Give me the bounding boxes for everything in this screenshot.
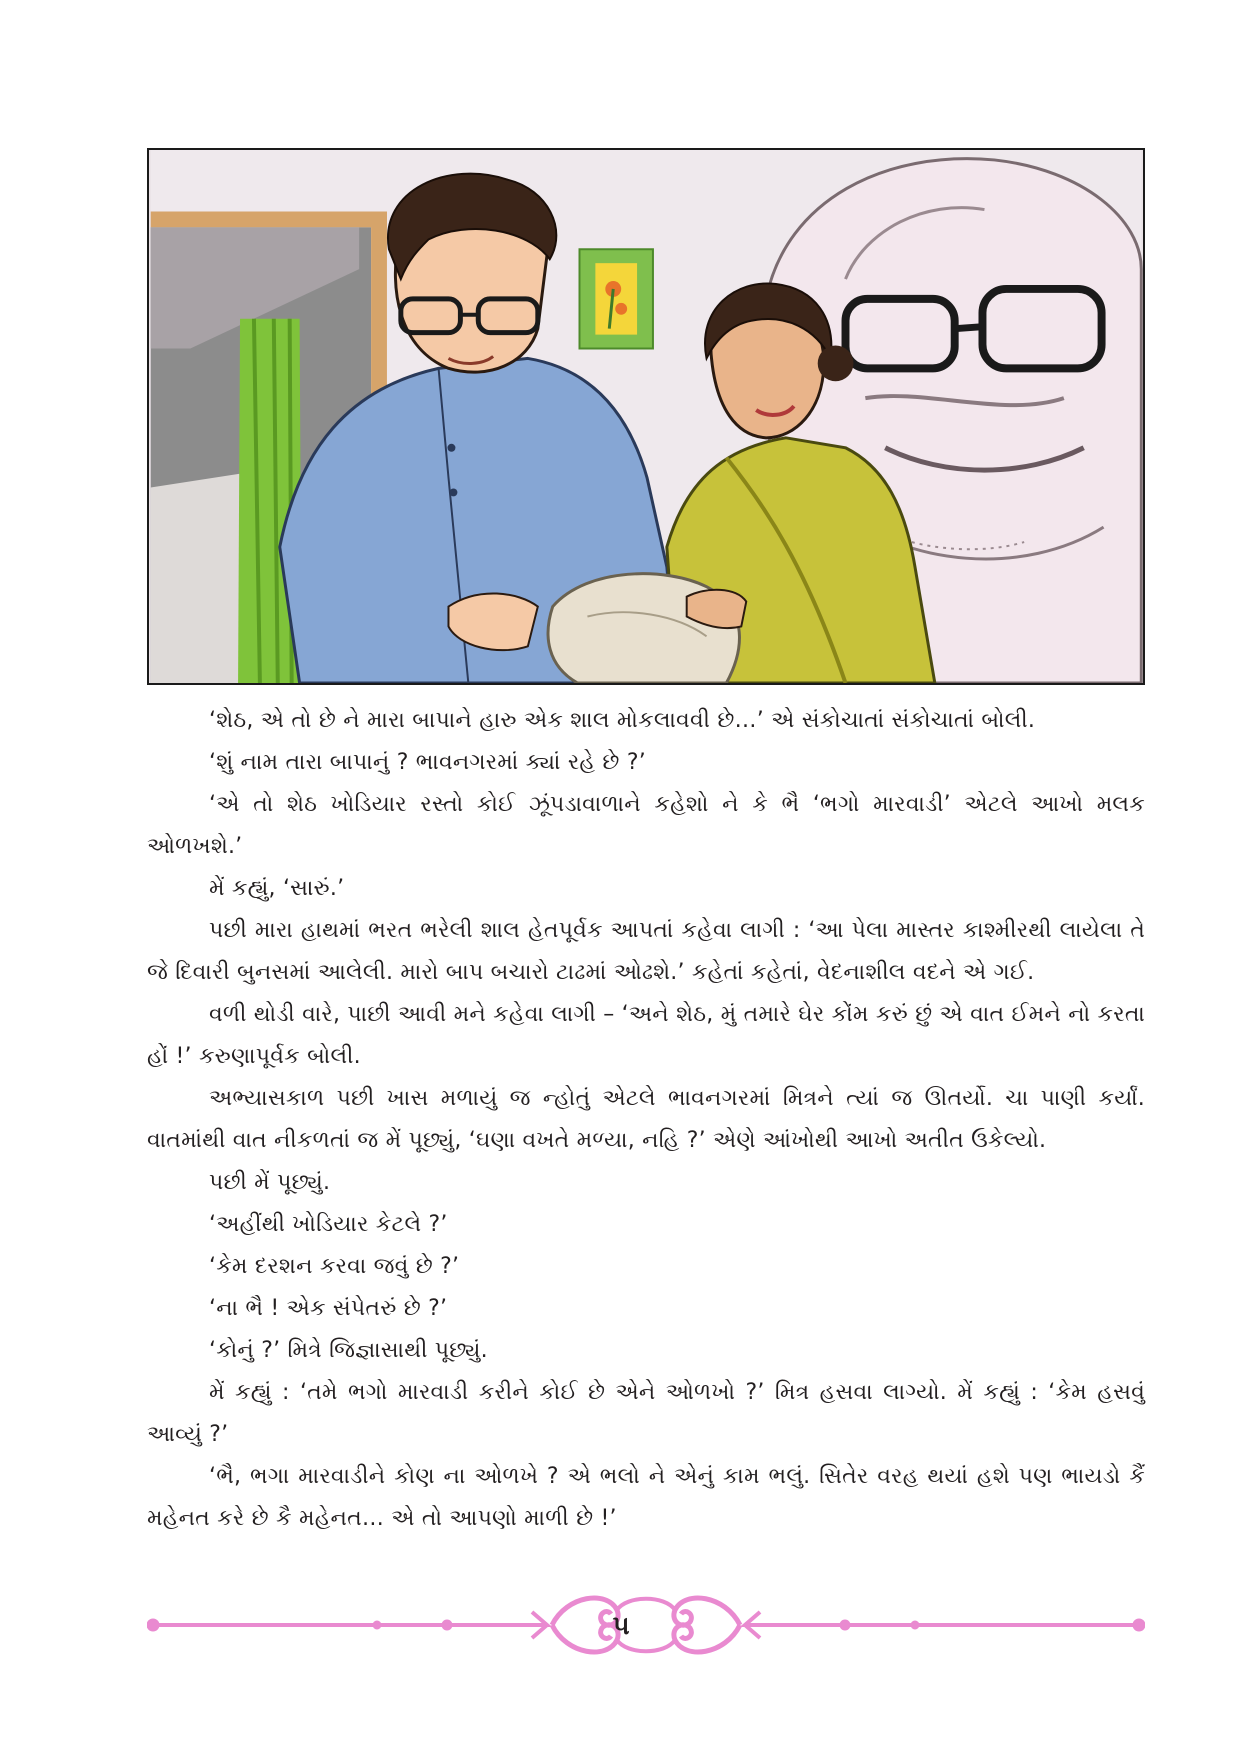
paragraph: ‘ભૈ, ભગા મારવાડીને કોણ ના ઓળખે ? એ ભલો ને એનું કામ ભલું. સિતેર વરહ થયાં હશે પણ ભાયડો કૈં મહેનત કરે છે કૈ મહેનત… એ તો આપણો માળી છે !’: [147, 1464, 1145, 1531]
paragraph: ‘કેમ દરશન કરવા જવું છે ?’: [209, 1254, 460, 1279]
paragraph: ‘શું નામ તારા બાપાનું ? ભાવનગરમાં ક્યાં રહે છે ?’: [209, 750, 646, 775]
story-text: [147, 700, 1145, 1540]
illustration-svg: [149, 150, 1143, 683]
footer-ornament: [147, 1590, 1145, 1660]
paragraph: વળી થોડી વારે, પાછી આવી મને કહેવા લાગી – ‘અને શેઠ, મું તમારે ઘેર કોંમ કરું છું એ વાત ઈમને નો કરતા હોં !’ કરુણાપૂર્વક બોલી.: [147, 1002, 1145, 1069]
paragraph: ‘ના ભૈ ! એક સંપેતરું છે ?’: [209, 1296, 448, 1321]
paragraph: અભ્યાસકાળ પછી ખાસ મળાયું જ ન્હોતું એટલે ભાવનગરમાં મિત્રને ત્યાં જ ઊતર્યો. ચા પાણી કર્યાં. વાતમાંથી વાત નીકળતાં જ મેં પૂછ્યું, ‘ઘણા વખતે મળ્યા, નહિ ?’ એણે આંખોથી આખો અતીત ઉકેલ્યો.: [147, 1086, 1145, 1153]
paragraph: ‘શેઠ, એ તો છે ને મારા બાપાને હારુ એક શાલ મોકલાવવી છે…’ એ સંકોચાતાં સંકોચાતાં બોલી.: [209, 708, 1036, 733]
paragraph: પછી મેં પૂછ્યું.: [209, 1170, 331, 1195]
page-number: ૫: [612, 1611, 630, 1641]
paragraph: મેં કહ્યું, ‘સારું.’: [209, 876, 345, 901]
paragraph: ‘એ તો શેઠ ખોડિયાર રસ્તો કોઈ ઝૂંપડાવાળાને કહેશો ને કે ભૈ ‘ભગો મારવાડી’ એટલે આખો મલક ઓળખશે.’: [147, 792, 1145, 859]
paragraph: મેં કહ્યું : ‘તમે ભગો મારવાડી કરીને કોઈ છે એને ઓળખો ?’ મિત્ર હસવા લાગ્યો. મેં કહ્યું : ‘કેમ હસવું આવ્યું ?’: [147, 1380, 1145, 1447]
story-illustration: [147, 148, 1145, 685]
paragraph: ‘અહીંથી ખોડિયાર કેટલે ?’: [209, 1212, 448, 1237]
ornament-svg: [147, 1590, 1145, 1660]
door-frame-top: [151, 212, 387, 228]
paragraph: ‘કોનું ?’ મિત્રે જિજ્ઞાસાથી પૂછ્યું.: [209, 1338, 488, 1363]
ornament-dot: [1133, 1619, 1145, 1631]
ornament-dot: [147, 1619, 159, 1631]
paragraph: પછી મારા હાથમાં ભરત ભરેલી શાલ હેતપૂર્વક આપતાં કહેવા લાગી : ‘આ પેલા માસ્તર કાશ્મીરથી લાયેલા તે જે દિવારી બુનસમાં આલેલી. મારો બાપ બચારો ટાઢમાં ઓઢશે.’ કહેતાં કહેતાં, વેદનાશીલ વદને એ ગઈ.: [147, 918, 1145, 985]
